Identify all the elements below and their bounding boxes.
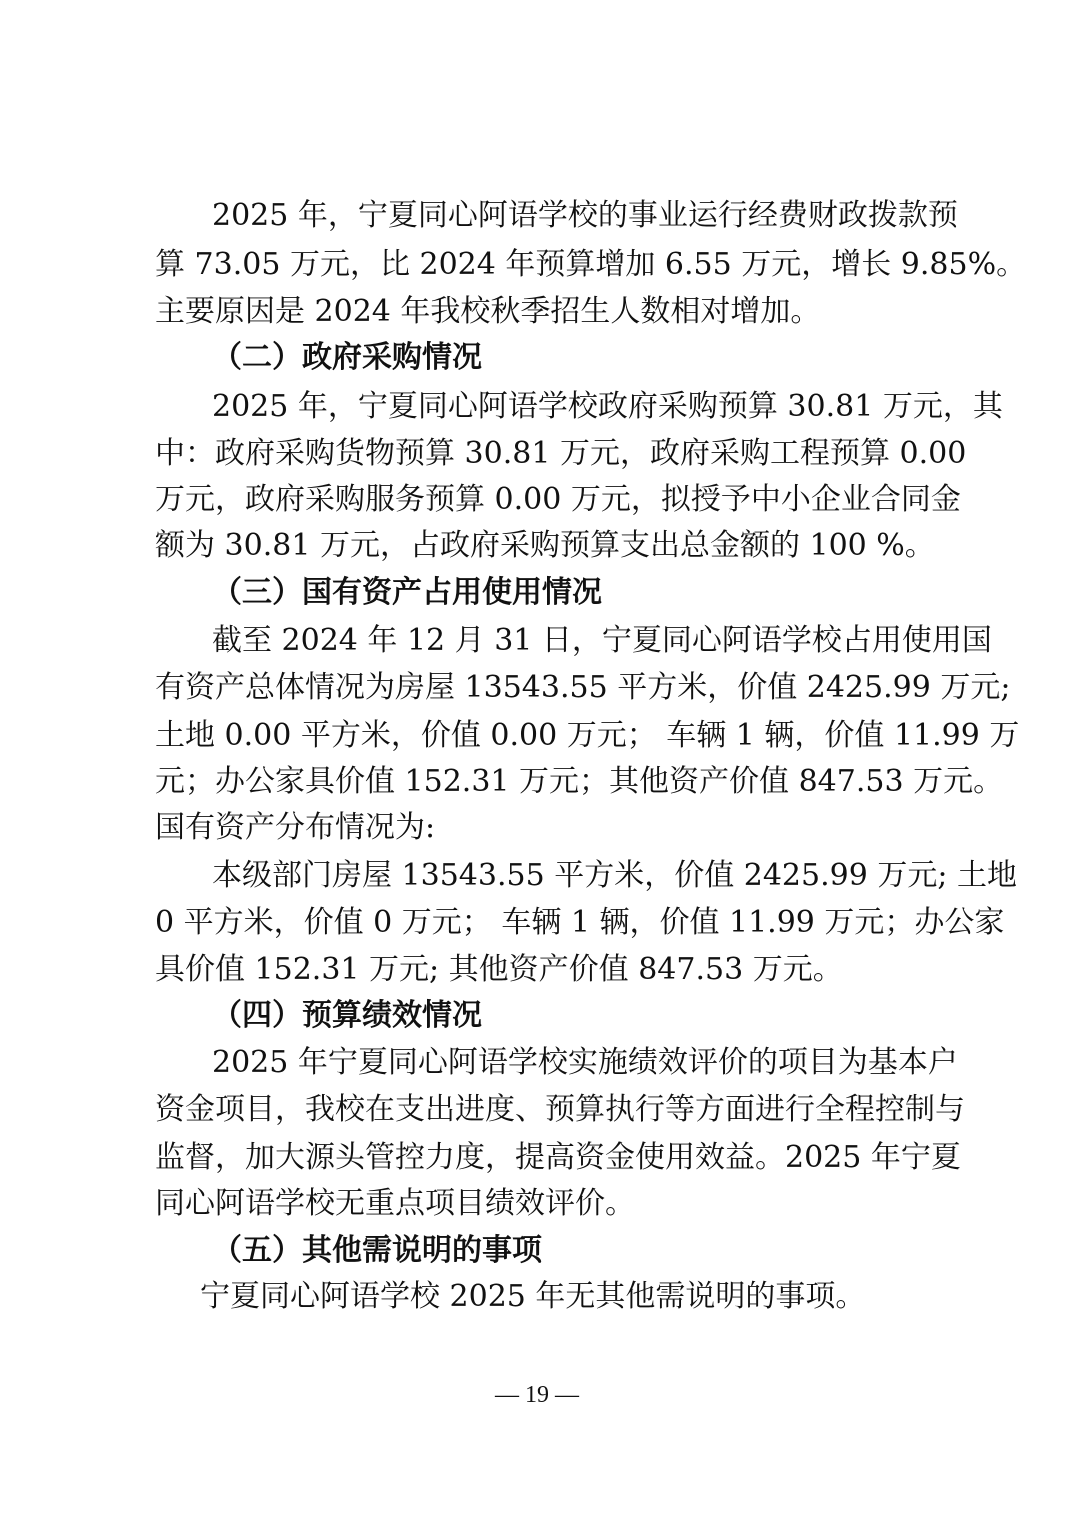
section3-heading: （三）国有资产占用使用情况 (212, 575, 602, 610)
section3-para2-line2: 0 平方米，价值 0 万元； 车辆 1 辆，价值 11.99 万元；办公家 (155, 905, 1005, 940)
section2-line1: 2025 年，宁夏同心阿语学校政府采购预算 30.81 万元，其 (212, 389, 1003, 424)
section2-line2: 中：政府采购货物预算 30.81 万元，政府采购工程预算 0.00 (155, 436, 967, 471)
paragraph1-line3: 主要原因是 2024 年我校秋季招生人数相对增加。 (155, 294, 821, 329)
section3-para1-line4: 元；办公家具价值 152.31 万元；其他资产价值 847.53 万元。 (155, 764, 1004, 799)
page-number: — 19 — (495, 1382, 579, 1408)
section2-heading: （二）政府采购情况 (212, 340, 482, 375)
section2-line4: 额为 30.81 万元，占政府采购预算支出总金额的 100 %。 (155, 528, 935, 563)
section5-heading: （五）其他需说明的事项 (212, 1233, 542, 1268)
paragraph1-line2: 算 73.05 万元，比 2024 年预算增加 6.55 万元，增长 9.85%。 (155, 247, 1027, 282)
section4-line3: 监督，加大源头管控力度，提高资金使用效益。2025 年宁夏 (155, 1140, 961, 1175)
section4-line4: 同心阿语学校无重点项目绩效评价。 (155, 1186, 635, 1221)
section3-para2-line3: 具价值 152.31 万元; 其他资产价值 847.53 万元。 (155, 952, 843, 987)
section4-line2: 资金项目，我校在支出进度、预算执行等方面进行全程控制与 (155, 1092, 965, 1127)
section3-para1-line3: 土地 0.00 平方米，价值 0.00 万元； 车辆 1 辆，价值 11.99 万 (155, 718, 1020, 753)
section4-line1: 2025 年宁夏同心阿语学校实施绩效评价的项目为基本户 (212, 1045, 958, 1080)
section3-para1-line2: 有资产总体情况为房屋 13543.55 平方米，价值 2425.99 万元; (155, 670, 1011, 705)
section4-heading: （四）预算绩效情况 (212, 998, 482, 1033)
section3-para1-line5: 国有资产分布情况为: (155, 810, 436, 845)
section3-para1-line1: 截至 2024 年 12 月 31 日，宁夏同心阿语学校占用使用国 (212, 623, 992, 658)
section5-line1: 宁夏同心阿语学校 2025 年无其他需说明的事项。 (200, 1279, 866, 1314)
paragraph1-line1: 2025 年，宁夏同心阿语学校的事业运行经费财政拨款预 (212, 198, 958, 233)
section2-line3: 万元，政府采购服务预算 0.00 万元，拟授予中小企业合同金 (155, 482, 961, 517)
section3-para2-line1: 本级部门房屋 13543.55 平方米，价值 2425.99 万元; 土地 (212, 858, 1017, 893)
